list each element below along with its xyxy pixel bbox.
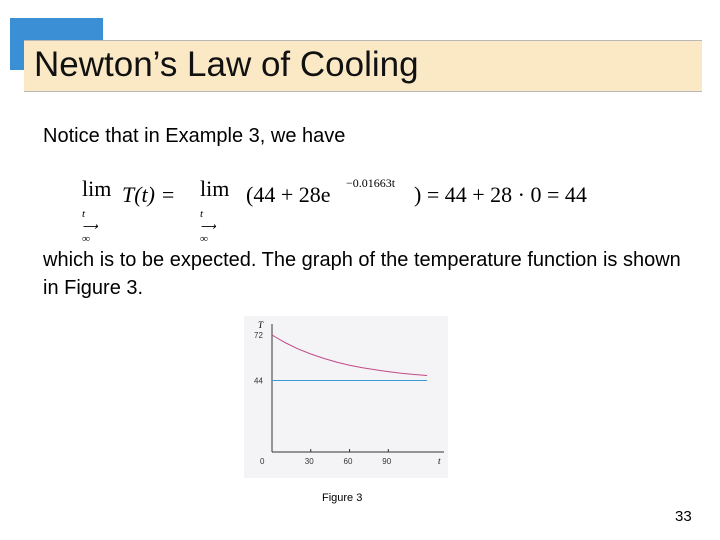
page-number: 33 bbox=[675, 508, 692, 525]
intro-text: Notice that in Example 3, we have bbox=[43, 125, 346, 147]
y-axis-label: T bbox=[258, 320, 264, 330]
figure-caption: Figure 3 bbox=[322, 492, 363, 504]
y-tick-label-72: 72 bbox=[254, 331, 263, 340]
lim-2: lim bbox=[200, 176, 230, 201]
x-axis-label: t bbox=[438, 456, 441, 466]
y-tick-label-44: 44 bbox=[254, 376, 263, 386]
lim-1-subscript: t ⟶ ∞ bbox=[82, 208, 98, 245]
expression-part-2: ) = 44 + 28 · 0 = 44 bbox=[414, 182, 587, 207]
lim-1: lim bbox=[82, 176, 112, 201]
temperature-graph bbox=[240, 312, 452, 482]
t-of-t-equals: T(t) = bbox=[122, 182, 176, 207]
exponent: −0.01663t bbox=[346, 176, 396, 190]
x-tick-label-90: 90 bbox=[382, 457, 392, 466]
graph-background bbox=[244, 316, 448, 478]
x-tick-label-60: 60 bbox=[343, 457, 353, 466]
explanation-text: which is to be expected. The graph of the temperature function is shown in Figure 3. bbox=[43, 249, 681, 299]
expression-part-1: (44 + 28e bbox=[246, 182, 331, 207]
slide-title: Newton’s Law of Cooling bbox=[34, 45, 419, 84]
lim-2-subscript: t ⟶ ∞ bbox=[200, 208, 216, 245]
x-tick-label-0: 0 bbox=[260, 457, 265, 466]
x-tick-label-30: 30 bbox=[304, 457, 314, 466]
